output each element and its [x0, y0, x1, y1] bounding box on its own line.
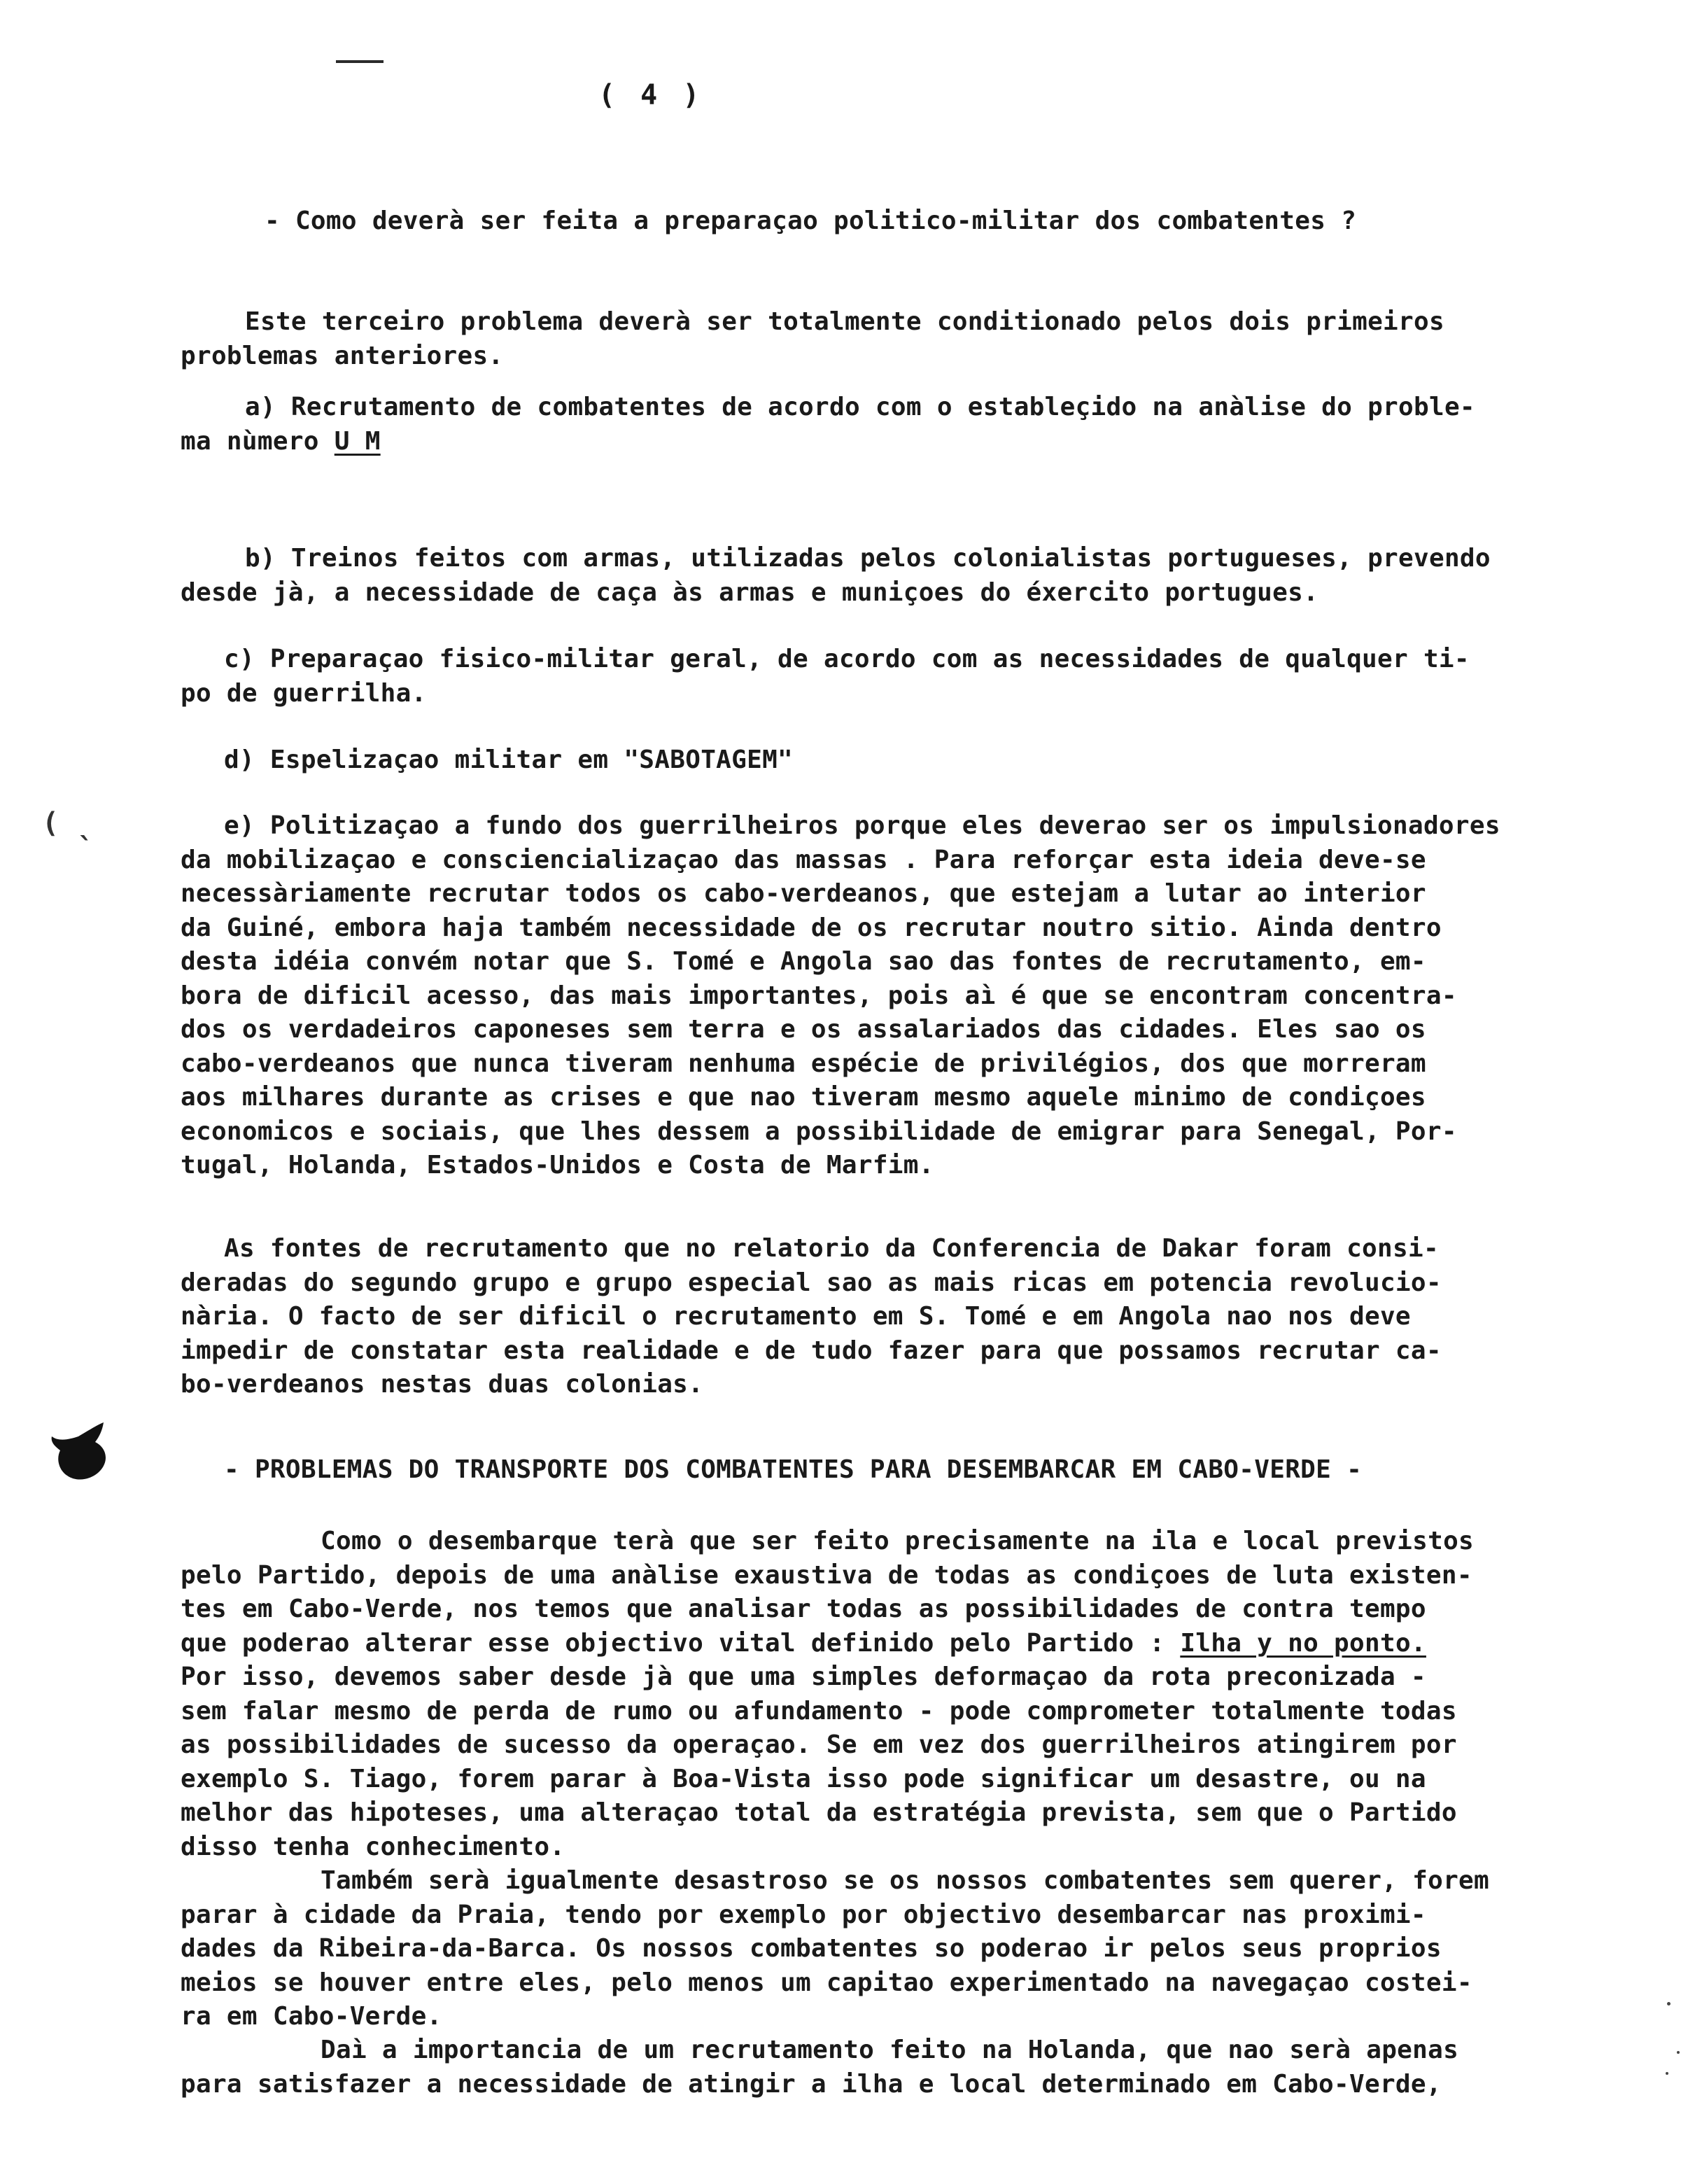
intro-line: Este terceiro problema deverà ser totalmente conditionado pelos dois primeiros: [245, 307, 1444, 336]
praia-line: meios se houver entre eles, pelo menos um capitao experimentado na navegaçao costei-: [181, 1968, 1472, 1997]
scan-speck: [1677, 2051, 1680, 2054]
stray-dash-mark: [336, 60, 384, 63]
item-e-line: dos os verdadeiros caponeses sem terra e os assalariados das cidades. Eles sao os: [181, 1015, 1426, 1044]
transport-underlined: Ilha y no ponto.: [1180, 1628, 1426, 1658]
holanda-paragraph: [181, 2033, 1615, 2101]
item-e-line: da Guiné, embora haja também necessidade de os recrutar noutro sitio. Ainda dentro: [181, 913, 1442, 942]
transport-line: Por isso, devemos saber desde jà que uma simples deformaçao da rota preconizada -: [181, 1662, 1426, 1691]
sources-line: deradas do segundo grupo e grupo especial sao as mais ricas em potencia revolucio-: [181, 1268, 1442, 1297]
item-c: [181, 643, 1615, 710]
item-b-line: b) Treinos feitos com armas, utilizadas pelos colonialistas portugueses, prevendo: [245, 544, 1491, 573]
scan-speck: [1666, 2072, 1668, 2075]
question-heading: - Como deverà ser feita a preparaçao politico-militar dos combatentes ?: [265, 206, 1357, 235]
sources-paragraph: [181, 1232, 1615, 1402]
section-heading: - PROBLEMAS DO TRANSPORTE DOS COMBATENTES PARA DESEMBARCAR EM CABO-VERDE -: [224, 1455, 1363, 1484]
item-e-line: tugal, Holanda, Estados-Unidos e Costa de Marfim.: [181, 1151, 934, 1180]
transport-line-prefix: que poderao alterar esse objectivo vital definido pelo Partido :: [181, 1628, 1181, 1658]
transport-line: exemplo S. Tiago, forem parar à Boa-Vista isso pode significar um desastre, ou na: [181, 1764, 1426, 1793]
transport-line: pelo Partido, depois de uma anàlise exaustiva de todas as condiçoes de luta existen-: [181, 1560, 1472, 1590]
item-d-line: d) Espelizaçao militar em "SABOTAGEM": [224, 746, 794, 774]
item-e-line: da mobilizaçao e consciencializaçao das massas . Para reforçar esta ideia deve-se: [181, 845, 1426, 874]
item-a: [181, 391, 1615, 458]
praia-paragraph: [181, 1864, 1615, 2034]
scan-speck: [1667, 2002, 1671, 2005]
item-b: [181, 542, 1615, 610]
intro-paragraph: [181, 305, 1615, 373]
item-e-line: aos milhares durante as crises e que nao tiveram mesmo aquele minimo de condiçoes: [181, 1083, 1426, 1112]
item-d: [181, 743, 1615, 778]
margin-mark: ( ˎ: [42, 807, 94, 839]
intro-line: problemas anteriores.: [181, 341, 504, 370]
item-e-line: economicos e sociais, que lhes dessem a possibilidade de emigrar para Senegal, Por-: [181, 1116, 1457, 1146]
item-a-line: [181, 425, 1615, 459]
sources-line: As fontes de recrutamento que no relatorio da Conferencia de Dakar foram consi-: [224, 1234, 1439, 1263]
transport-line: as possibilidades de sucesso da operaçao. Se em vez dos guerrilheiros atingirem por: [181, 1730, 1457, 1759]
ink-blot: [46, 1421, 116, 1484]
item-e: [181, 809, 1615, 1183]
item-e-line: bora de dificil acesso, das mais importantes, pois aì é que se encontram concentra-: [181, 981, 1457, 1010]
holanda-line: Daì a importancia de um recrutamento feito na Holanda, que nao serà apenas: [321, 2036, 1459, 2064]
transport-line: tes em Cabo-Verde, nos temos que analisar todas as possibilidades de contra tempo: [181, 1595, 1426, 1623]
transport-line: Como o desembarque terà que ser feito precisamente na ila e local previstos: [321, 1527, 1475, 1555]
praia-line: parar à cidade da Praia, tendo por exemplo por objectivo desembarcar nas proximi-: [181, 1900, 1426, 1929]
item-c-line: po de guerrilha.: [181, 678, 427, 708]
item-b-line: desde jà, a necessidade de caça às armas e muniçoes do éxercito portugues.: [181, 578, 1319, 607]
item-a-line: a) Recrutamento de combatentes de acordo com o estableçido na anàlise do proble-: [245, 393, 1475, 421]
transport-line: sem falar mesmo de perda de rumo ou afundamento - pode comprometer totalmente todas: [181, 1696, 1457, 1726]
section-heading-block: [181, 1453, 1615, 1488]
transport-paragraph: [181, 1525, 1615, 1864]
item-e-line: necessàriamente recrutar todos os cabo-verdeanos, que estejam a lutar ao interior: [181, 879, 1426, 908]
item-e-line: cabo-verdeanos que nunca tiveram nenhuma espécie de privilégios, dos que morreram: [181, 1049, 1426, 1078]
item-e-line: desta idéia convém notar que S. Tomé e Angola sao das fontes de recrutamento, em-: [181, 947, 1426, 976]
question-heading-block: [181, 204, 1615, 239]
page-number: ( 4 ): [598, 79, 704, 111]
transport-line: [181, 1627, 1615, 1661]
sources-line: impedir de constatar esta realidade e de tudo fazer para que possamos recrutar ca-: [181, 1336, 1442, 1365]
item-a-underlined: U M: [334, 426, 381, 456]
transport-line: disso tenha conhecimento.: [181, 1832, 565, 1861]
praia-line: ra em Cabo-Verde.: [181, 2002, 442, 2031]
item-e-line: e) Politizaçao a fundo dos guerrilheiros porque eles deverao ser os impulsionadores: [224, 811, 1500, 840]
praia-line: Também serà igualmente desastroso se os nossos combatentes sem querer, forem: [321, 1866, 1490, 1895]
item-a-prefix: ma nùmero: [181, 426, 335, 456]
praia-line: dades da Ribeira-da-Barca. Os nossos combatentes so poderao ir pelos seus proprios: [181, 1934, 1442, 1963]
sources-line: bo-verdeanos nestas duas colonias.: [181, 1370, 704, 1399]
transport-line: melhor das hipoteses, uma alteraçao total da estratégia prevista, sem que o Partido: [181, 1798, 1457, 1827]
sources-line: nària. O facto de ser dificil o recrutamento em S. Tomé e em Angola nao nos deve: [181, 1302, 1411, 1331]
item-c-line: c) Preparaçao fisico-militar geral, de acordo com as necessidades de qualquer ti-: [224, 645, 1470, 673]
holanda-line: para satisfazer a necessidade de atingir a ilha e local determinado em Cabo-Verde,: [181, 2069, 1442, 2099]
